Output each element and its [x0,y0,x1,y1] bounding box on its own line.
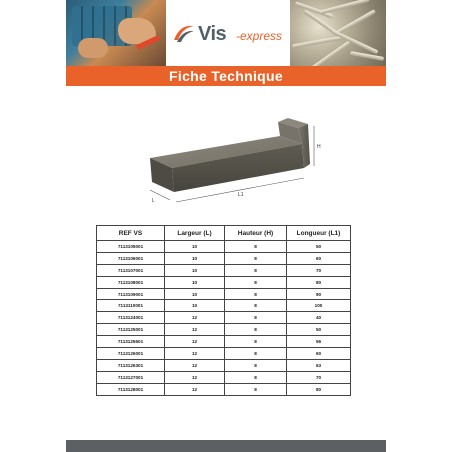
table-row [97,241,351,253]
brand-suffix: -express [236,29,283,43]
cell-length: 70 [287,264,351,276]
cell-length: 80 [287,276,351,288]
cell-ref: 7113128001 [97,383,165,395]
cell-width: 12 [165,359,225,371]
cell-length: 70 [287,371,351,383]
cell-ref: 7113106001 [97,252,165,264]
header-ref: REF VS [97,226,165,241]
table-row [97,348,351,360]
cell-length: 80 [287,383,351,395]
dim-label-height: H [317,144,321,150]
brand-name: Vis [198,23,227,45]
header [66,0,386,66]
dim-label-width: L [152,198,155,204]
cell-width: 12 [165,324,225,336]
table-row [97,264,351,276]
cell-length: 40 [287,312,351,324]
table-row [97,276,351,288]
cell-length: 56 [287,336,351,348]
header-length: Longueur (L1) [287,226,351,241]
cell-height: 8 [225,252,287,264]
footer-bar [66,440,386,452]
cell-height: 8 [225,324,287,336]
header-height: Hauteur (H) [225,226,287,241]
table-row [97,383,351,395]
cell-ref: 7113107001 [97,264,165,276]
cell-width: 12 [165,336,225,348]
cell-height: 8 [225,241,287,253]
header-photo-screws [290,0,386,66]
cell-width: 10 [165,300,225,312]
cell-length: 63 [287,359,351,371]
title-banner [66,66,386,86]
cell-height: 8 [225,348,287,360]
brand-logo [172,18,288,52]
cell-width: 10 [165,288,225,300]
cell-length: 50 [287,324,351,336]
table-header-row [97,226,351,241]
cell-width: 12 [165,348,225,360]
product-illustration [138,112,328,218]
cell-height: 8 [225,336,287,348]
cell-width: 10 [165,241,225,253]
cell-ref: 7113110001 [97,300,165,312]
table-row [97,359,351,371]
cell-length: 60 [287,252,351,264]
cell-ref: 7113127001 [97,371,165,383]
cell-width: 10 [165,264,225,276]
cell-ref: 7113124001 [97,312,165,324]
cell-ref: 7113105001 [97,241,165,253]
cell-ref: 7113109001 [97,288,165,300]
cell-ref: 7113126301 [97,359,165,371]
cell-width: 12 [165,371,225,383]
cell-width: 12 [165,383,225,395]
cell-height: 8 [225,276,287,288]
table-row [97,252,351,264]
cell-height: 8 [225,359,287,371]
header-photo-tools [66,0,166,66]
table-row [97,288,351,300]
table-row [97,324,351,336]
cell-ref: 7113108001 [97,276,165,288]
cell-length: 100 [287,300,351,312]
cell-height: 8 [225,288,287,300]
cell-height: 8 [225,383,287,395]
page-title: Fiche Technique [169,68,283,84]
cell-height: 8 [225,300,287,312]
cell-height: 8 [225,371,287,383]
cell-ref: 7113125601 [97,336,165,348]
cell-height: 8 [225,264,287,276]
cell-width: 10 [165,252,225,264]
cell-ref: 7113125001 [97,324,165,336]
table-row [97,300,351,312]
cell-height: 8 [225,312,287,324]
cell-width: 12 [165,312,225,324]
table-row [97,336,351,348]
dim-label-length: L1 [238,192,244,198]
cell-length: 60 [287,348,351,360]
cell-width: 10 [165,276,225,288]
swoosh-logo-icon [172,22,196,44]
cell-length: 50 [287,241,351,253]
cell-length: 90 [287,288,351,300]
spec-table [96,225,351,396]
table-row [97,371,351,383]
table-row [97,312,351,324]
header-width: Largeur (L) [165,226,225,241]
cell-ref: 7113126001 [97,348,165,360]
